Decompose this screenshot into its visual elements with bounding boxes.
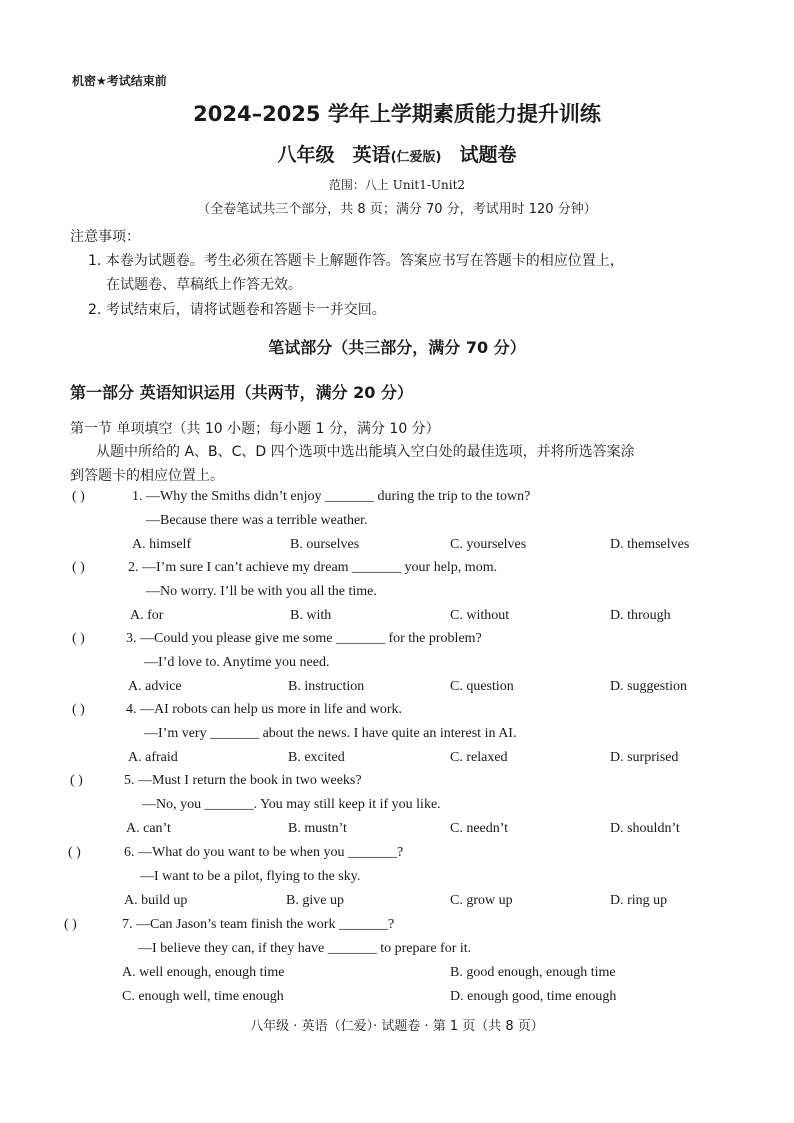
exam-subtitle — [0, 140, 794, 167]
notice-item-1: 1. 本卷为试题卷。考生必须在答题卡上解题作答。答案应书写在答题卡的相应位置上， — [88, 253, 624, 269]
exam-range: 范围：八上 Unit1-Unit2 — [328, 178, 466, 192]
question-3-response: —I’d love to. Anytime you need. — [144, 655, 330, 670]
option-a: A. well enough, enough time — [122, 965, 285, 980]
option-c: C. without — [450, 608, 510, 623]
option-b: B. good enough, enough time — [450, 965, 616, 980]
option-d: D. shouldn’t — [610, 821, 680, 836]
question-5-response: —No, you _______. You may still keep it if you like. — [142, 797, 441, 812]
option-a: A. himself — [132, 537, 192, 552]
question-4-response: —I’m very _______ about the news. I have quite an interest in AI. — [144, 726, 517, 741]
option-c: C. question — [450, 679, 514, 694]
answer-bracket: ( ) — [72, 560, 85, 575]
grade-label: 八年级 — [277, 144, 335, 166]
option-d: D. suggestion — [610, 679, 687, 694]
option-a: A. can’t — [126, 821, 171, 836]
answer-bracket: ( ) — [72, 489, 85, 504]
option-c: C. yourselves — [450, 537, 527, 552]
question-5-stem: 5. —Must I return the book in two weeks? — [124, 773, 362, 788]
question-2-stem: 2. —I’m sure I can’t achieve my dream _______ your help, mom. — [128, 560, 498, 575]
paper-label: 试题卷 — [459, 144, 517, 166]
option-a: A. advice — [128, 679, 182, 694]
option-c: C. enough well, time enough — [122, 989, 284, 1004]
question-6-stem: 6. —What do you want to be when you _______? — [124, 845, 404, 860]
option-d: D. themselves — [610, 537, 690, 552]
option-b: B. give up — [286, 893, 344, 908]
confidential-label: 机密★考试结束前 — [72, 74, 167, 88]
question-3-stem: 3. —Could you please give me some _______ for the problem? — [126, 631, 482, 646]
answer-bracket: ( ) — [70, 773, 83, 788]
instruction-line-2: 到答题卡的相应位置上。 — [70, 468, 224, 484]
exam-title: 2024–2025 学年上学期素质能力提升训练 — [193, 102, 601, 126]
question-7-response: —I believe they can, if they have _______ to prepare for it. — [138, 941, 472, 956]
option-a: A. afraid — [128, 750, 178, 765]
answer-bracket: ( ) — [72, 702, 85, 717]
answer-bracket: ( ) — [64, 917, 77, 932]
section-subheading: 第一节 单项填空（共 10 小题；每小题 1 分，满分 10 分） — [70, 421, 440, 437]
subject-label: 英语 — [352, 144, 391, 166]
option-a: A. for — [130, 608, 164, 623]
page-footer: 八年级 · 英语（仁爱）· 试题卷 · 第 1 页（共 8 页） — [250, 1019, 544, 1034]
notice-heading: 注意事项： — [70, 229, 140, 245]
option-d: D. surprised — [610, 750, 679, 765]
option-d: D. ring up — [610, 893, 668, 908]
option-b: B. excited — [288, 750, 345, 765]
edition-label: (仁爱版) — [390, 150, 442, 165]
question-1-response: —Because there was a terrible weather. — [146, 513, 368, 528]
question-6-response: —I want to be a pilot, flying to the sky. — [140, 869, 361, 884]
option-b: B. instruction — [288, 679, 365, 694]
answer-bracket: ( ) — [68, 845, 81, 860]
option-b: B. mustn’t — [288, 821, 347, 836]
part-title: 笔试部分（共三部分，满分 70 分） — [268, 338, 526, 357]
option-b: B. ourselves — [290, 537, 360, 552]
option-d: D. through — [610, 608, 671, 623]
notice-item-2: 2. 考试结束后，请将试题卷和答题卡一并交回。 — [88, 302, 386, 318]
option-c: C. needn’t — [450, 821, 509, 836]
question-1-stem: 1. —Why the Smiths didn’t enjoy _______ during the trip to the town? — [132, 489, 531, 504]
option-a: A. build up — [124, 893, 188, 908]
exam-info: （全卷笔试共三个部分，共 8 页；满分 70 分，考试用时 120 分钟） — [197, 202, 597, 217]
answer-bracket: ( ) — [72, 631, 85, 646]
question-2-response: —No worry. I’ll be with you all the time. — [146, 584, 377, 599]
option-c: C. relaxed — [450, 750, 508, 765]
question-4-stem: 4. —AI robots can help us more in life and work. — [126, 702, 403, 717]
option-b: B. with — [290, 608, 332, 623]
notice-item-1-cont: 在试题卷、草稿纸上作答无效。 — [106, 277, 302, 293]
question-7-stem: 7. —Can Jason’s team finish the work _______? — [122, 917, 395, 932]
option-c: C. grow up — [450, 893, 513, 908]
instruction-line-1: 从题中所给的 A、B、C、D 四个选项中选出能填入空白处的最佳选项，并将所选答案涂 — [96, 444, 635, 460]
section-title: 第一部分 英语知识运用（共两节，满分 20 分） — [70, 383, 413, 402]
option-d: D. enough good, time enough — [450, 989, 617, 1004]
